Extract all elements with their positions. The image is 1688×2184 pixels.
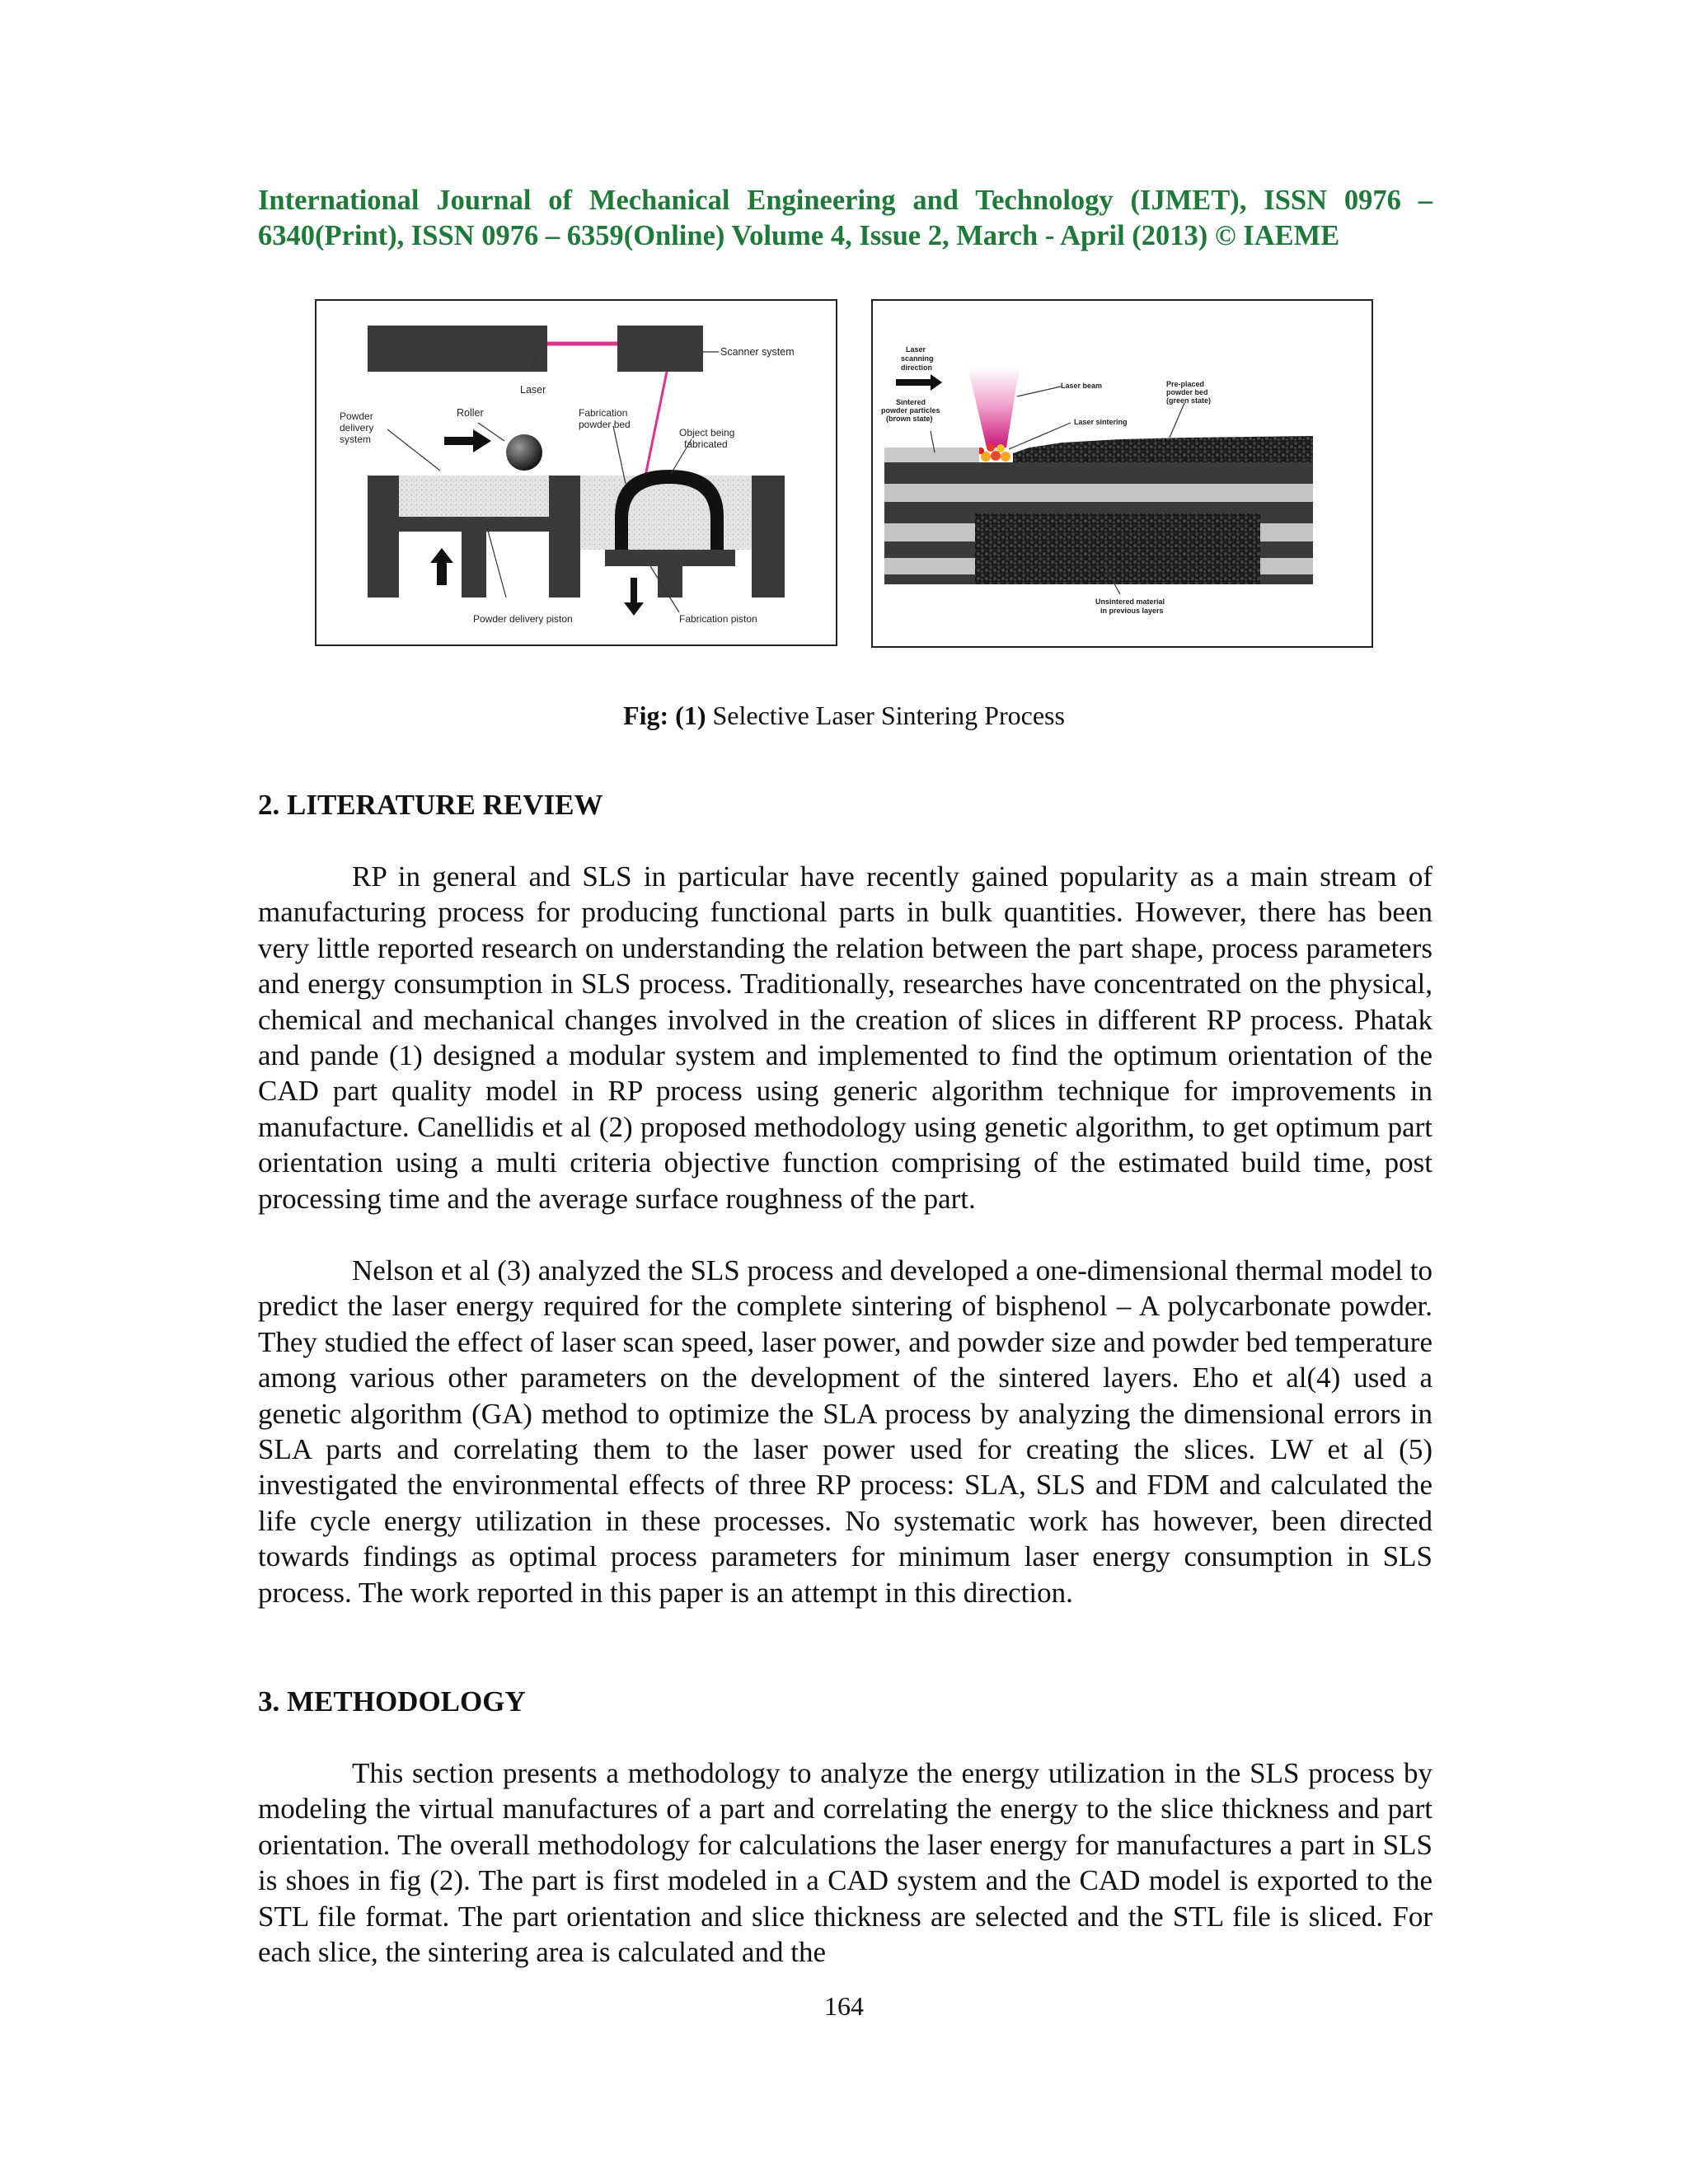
label-powder-delivery-1: Powder (340, 410, 373, 422)
label-roller: Roller (457, 407, 484, 419)
journal-header-line-2: 6340(Print), ISSN 0976 – 6359(Online) Volume 4, Issue 2, March - April (2013) © IAEME (258, 220, 1340, 251)
page-number: 164 (824, 1991, 864, 2021)
label-fabrication-bed-1: Fabrication (579, 407, 628, 419)
label-scan-dir-2: scanning (901, 354, 934, 363)
label-sintered-1: Sintered (896, 398, 926, 406)
laser-unit (368, 326, 547, 372)
label-scanner-system: Scanner system (720, 346, 795, 358)
literature-paragraph-2: Nelson et al (3) analyzed the SLS process and developed a one-dimensional thermal model to predict the laser energy required for the complete sintering of bisphenol – A polycarbonate powder. They studied the effect of laser scan speed, laser power, and powder size and powder bed temperature among various other parameters on the development of the sintered layers. Eho et al(4) used a genetic algorithm (GA) method to optimize the SLA process by analyzing the dimensional errors in SLA parts and correlating them to the laser power used for creating the slices. LW et al (5) investigated the environmental effects of three RP process: SLA, SLS and FDM and calculated the life cycle energy utilization in these processes. No systematic work has however, been directed towards findings as optimal process parameters for minimum laser energy consumption in SLS process. The work reported in this paper is an attempt in this direction. (258, 1254, 1432, 1609)
label-unsintered-1: Unsintered material (1095, 598, 1165, 606)
label-laser: Laser (520, 384, 546, 396)
label-powder-delivery-3: system (340, 434, 372, 445)
label-powder-piston: Powder delivery piston (473, 613, 573, 625)
laser-beam (968, 367, 1020, 448)
scanner-unit (617, 326, 703, 372)
label-fabrication-bed-2: powder bed (579, 419, 631, 430)
label-laser-sintering: Laser sintering (1074, 418, 1128, 426)
literature-paragraph-1: RP in general and SLS in particular have recently gained popularity as a main stream of manufacturing process for producing functional parts in bulk quantities. However, there has been very little reported research on understanding the relation between the part shape, process parameters and energy consumption in SLS process. Traditionally, researches have concentrated on the physical, chemical and mechanical changes involved in the creation of slices in different RP process. Phatak and pande (1) designed a modular system and implemented to find the optimum orientation of the CAD part quality model in RP process using generic algorithm technique for improvements in manufacture. Canellidis et al (2) proposed methodology using genetic algorithm, to get optimum part orientation using a multi criteria objective function comprising of the estimated build time, post processing time and the average surface roughness of the part. (258, 860, 1432, 1215)
figure-caption (0, 699, 1688, 732)
label-scan-dir-1: Laser (906, 345, 926, 354)
preplaced-powder-bed (1013, 436, 1313, 462)
roller (506, 434, 542, 471)
label-unsintered-2: in previous layers (1100, 607, 1164, 615)
label-scan-dir-3: direction (901, 363, 933, 372)
label-laser-beam: Laser beam (1061, 382, 1103, 390)
journal-header (258, 183, 1432, 254)
label-object-1: Object being (679, 427, 735, 438)
laser-sintering-diagram (873, 301, 1372, 646)
label-preplaced-3: (green state) (1166, 396, 1212, 405)
label-powder-delivery-2: delivery (340, 422, 374, 434)
journal-header-line-1: International Journal of Mechanical Engineering and Technology (IJMET), ISSN 0976 – (258, 185, 1432, 216)
figure-caption-text: Selective Laser Sintering Process (706, 701, 1065, 730)
label-preplaced-1: Pre-placed (1166, 380, 1205, 388)
sls-machine-diagram (316, 301, 836, 644)
figure-sls-machine (315, 299, 837, 646)
label-preplaced-2: powder bed (1166, 388, 1208, 396)
label-object-2: fabricated (684, 438, 728, 450)
methodology-paragraph-1: This section presents a methodology to analyze the energy utilization in the SLS process by modeling the virtual manufactures of a part and correlating the energy to the slice thickness and part orientation. The overall methodology for calculations the laser energy for manufactures a part in SLS is shoes in fig (2). The part is first modeled in a CAD system and the CAD model is exported to the STL file format. The part orientation and slice thickness are selected and the STL file is sliced. For each slice, the sintering area is calculated and the (258, 1757, 1432, 1969)
figure-caption-label: Fig: (1) (623, 701, 706, 730)
label-sintered-2: powder particles (881, 406, 940, 415)
label-fabrication-piston: Fabrication piston (679, 613, 757, 625)
label-sintered-3: (brown state) (886, 415, 933, 423)
section-heading-literature: 2. LITERATURE REVIEW (258, 789, 603, 821)
figure-laser-sintering (871, 299, 1373, 648)
section-heading-methodology: 3. METHODOLOGY (258, 1685, 526, 1718)
unsintered-material (975, 513, 1260, 584)
